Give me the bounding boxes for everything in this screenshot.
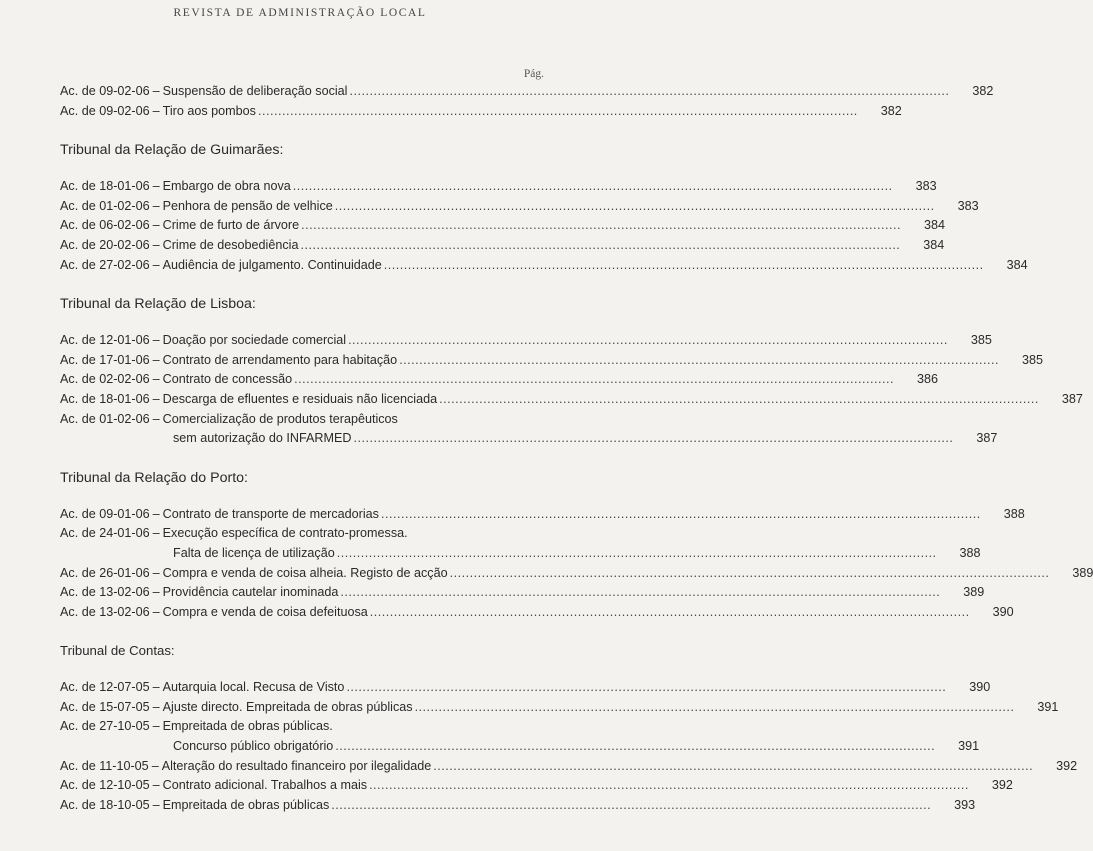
page-column-label: Pág. — [523, 68, 544, 80]
entry-dash: – — [152, 797, 160, 812]
section-spacer — [60, 121, 548, 140]
running-header: REVISTA DE ADMINISTRAÇÃO LOCAL — [173, 7, 427, 19]
entry-dash: – — [152, 237, 160, 252]
toc-entry-continuation — [60, 544, 981, 564]
entry-title: Descarga de efluentes e residuais não licenciada — [162, 391, 438, 406]
entry-dash: – — [152, 411, 160, 426]
entry-page-number: 391 — [958, 739, 980, 754]
toc-entry — [60, 331, 992, 351]
entry-page-number: 392 — [1056, 758, 1078, 773]
entry-dash: – — [152, 604, 160, 619]
toc-entry-continuation — [60, 737, 980, 757]
section-spacer — [60, 275, 548, 294]
entry-page-number: 390 — [992, 604, 1014, 619]
toc-entry-continuation — [60, 429, 998, 449]
entry-page-number: 392 — [991, 778, 1013, 793]
entry-page-number: 391 — [1037, 699, 1059, 714]
entry-page-number: 388 — [959, 545, 981, 560]
entry-title: Ajuste directo. Empreitada de obras públicas — [162, 699, 413, 714]
entry-page-number: 383 — [915, 179, 937, 194]
toc-entry — [60, 717, 980, 756]
toc-entry-first-line — [60, 524, 548, 544]
dot-leader — [351, 429, 955, 449]
entry-dash: – — [152, 84, 160, 98]
entry-dash: – — [152, 391, 160, 406]
dot-leader — [347, 82, 951, 102]
court-sections — [60, 121, 1093, 815]
entry-page-number: 382 — [972, 84, 994, 98]
entry-reference: Ac. de 26-01-06 — [60, 565, 150, 580]
entry-reference: Ac. de 20-02-06 — [60, 237, 150, 252]
dot-leader — [335, 544, 939, 564]
toc-entry — [60, 678, 991, 698]
entry-reference: Ac. de 13-02-06 — [60, 585, 150, 600]
entry-title: Audiência de julgamento. Continuidade — [162, 257, 382, 272]
entry-dash: – — [152, 198, 160, 213]
entry-title: Compra e venda de coisa alheia. Registo de acção — [162, 565, 448, 580]
table-of-contents — [60, 66, 1093, 815]
toc-entry — [60, 505, 1025, 525]
entry-dash: – — [152, 680, 160, 695]
entry-page-number: 383 — [957, 198, 979, 213]
entry-reference: Ac. de 27-02-06 — [60, 257, 150, 272]
toc-entry — [60, 698, 1059, 718]
entry-title: Doação por sociedade comercial — [162, 333, 347, 348]
dot-leader — [437, 390, 1041, 410]
entry-page-number: 387 — [1061, 391, 1083, 406]
entry-title: Empreitada de obras públicas. — [162, 719, 333, 734]
dot-leader — [368, 603, 972, 623]
entry-title: Contrato de transporte de mercadorias — [162, 506, 379, 521]
entry-title: Execução específica de contrato-promessa. — [162, 526, 408, 541]
court-heading: Tribunal da Relação do Porto: — [60, 469, 248, 486]
entry-reference: Ac. de 15-07-05 — [60, 699, 150, 714]
entry-title: Crime de furto de árvore — [162, 218, 300, 233]
intro-entries — [60, 82, 994, 121]
dot-leader — [413, 698, 1017, 718]
entry-page-number: 389 — [963, 585, 985, 600]
entry-title: Penhora de pensão de velhice — [162, 198, 333, 213]
dot-leader — [292, 370, 896, 390]
section-spacer — [60, 622, 548, 641]
toc-entry — [60, 351, 1044, 371]
entry-page-number: 393 — [954, 797, 976, 812]
toc-entry — [60, 564, 1093, 584]
entry-dash: – — [152, 506, 160, 521]
entry-title-continuation: Concurso público obrigatório — [173, 739, 334, 754]
entry-title: Alteração do resultado financeiro por ilegalidade — [161, 758, 432, 773]
dot-leader — [329, 796, 933, 816]
entry-dash: – — [152, 778, 160, 793]
entry-reference: Ac. de 01-02-06 — [60, 198, 150, 213]
entry-title-continuation: sem autorização do INFARMED — [173, 431, 352, 446]
dot-leader — [379, 505, 983, 525]
dot-leader — [333, 737, 937, 757]
entry-title: Suspensão de deliberação social — [162, 84, 348, 98]
entry-dash: – — [152, 585, 160, 600]
dot-leader — [346, 331, 950, 351]
entry-title: Tiro aos pombos — [162, 103, 256, 118]
dot-leader — [382, 256, 986, 276]
entry-page-number: 385 — [1022, 352, 1044, 367]
entry-reference: Ac. de 09-01-06 — [60, 506, 150, 521]
toc-entry — [60, 236, 945, 256]
entry-reference: Ac. de 12-01-06 — [60, 333, 150, 348]
toc-entry — [60, 796, 976, 816]
dot-leader — [299, 216, 903, 236]
toc-entry-first-line — [60, 410, 548, 430]
entry-page-number: 390 — [969, 680, 991, 695]
entry-dash: – — [152, 352, 160, 367]
toc-entry — [60, 390, 1083, 410]
dot-leader — [448, 564, 1052, 584]
section-spacer — [60, 661, 548, 678]
entry-reference: Ac. de 02-02-06 — [60, 372, 150, 387]
toc-entry — [60, 370, 939, 390]
entry-reference: Ac. de 12-10-05 — [60, 778, 150, 793]
dot-leader — [344, 678, 948, 698]
entry-title: Comercialização de produtos terapêuticos — [162, 411, 398, 426]
entry-title: Contrato adicional. Trabalhos a mais — [162, 778, 368, 793]
entry-reference: Ac. de 18-01-06 — [60, 179, 150, 194]
entry-title: Contrato de arrendamento para habitação — [162, 352, 398, 367]
entry-reference: Ac. de 24-01-06 — [60, 526, 150, 541]
entry-reference: Ac. de 27-10-05 — [60, 719, 150, 734]
entry-dash: – — [152, 218, 160, 233]
entry-reference: Ac. de 09-02-06 — [60, 103, 150, 118]
toc-entry — [60, 603, 1014, 623]
toc-entry — [60, 102, 902, 122]
dot-leader — [431, 757, 1035, 777]
entry-title: Embargo de obra nova — [162, 179, 291, 194]
entry-page-number: 386 — [917, 372, 939, 387]
toc-entry — [60, 524, 981, 563]
entry-dash: – — [152, 699, 160, 714]
court-heading: Tribunal da Relação de Lisboa: — [60, 296, 256, 313]
entry-page-number: 384 — [1006, 257, 1028, 272]
toc-entry — [60, 757, 1078, 777]
entry-reference: Ac. de 12-07-05 — [60, 680, 150, 695]
entry-title: Providência cautelar inominada — [162, 585, 339, 600]
entry-reference: Ac. de 17-01-06 — [60, 352, 150, 367]
dot-leader — [333, 197, 937, 217]
court-heading: Tribunal de Contas: — [60, 643, 175, 659]
toc-entry — [60, 776, 1013, 796]
toc-entry — [60, 197, 979, 217]
entry-dash: – — [152, 257, 160, 272]
toc-entry — [60, 82, 994, 102]
entry-reference: Ac. de 11-10-05 — [60, 758, 149, 773]
dot-leader — [298, 236, 902, 256]
entry-dash: – — [151, 758, 159, 773]
dot-leader — [338, 583, 942, 603]
entry-page-number: 388 — [1003, 506, 1025, 521]
entry-page-number: 385 — [970, 333, 992, 348]
toc-entry-first-line — [60, 717, 548, 737]
entry-reference: Ac. de 18-01-06 — [60, 391, 150, 406]
entry-title: Crime de desobediência — [162, 237, 299, 252]
section-spacer — [60, 488, 548, 505]
entry-reference: Ac. de 09-02-06 — [60, 84, 150, 98]
entry-page-number: 384 — [923, 237, 945, 252]
entry-reference: Ac. de 06-02-06 — [60, 218, 150, 233]
entry-reference: Ac. de 01-02-06 — [60, 411, 150, 426]
section-spacer — [60, 449, 548, 468]
entry-dash: – — [152, 333, 160, 348]
toc-entry — [60, 177, 937, 197]
entry-dash: – — [152, 526, 160, 541]
entry-title: Compra e venda de coisa defeituosa — [162, 604, 368, 619]
entry-reference: Ac. de 13-02-06 — [60, 604, 150, 619]
toc-entry — [60, 256, 1028, 276]
section-spacer — [60, 314, 548, 331]
toc-entry — [60, 216, 945, 236]
entry-dash: – — [152, 719, 160, 734]
toc-entry — [60, 410, 998, 449]
section-spacer — [60, 160, 548, 177]
entry-page-number: 387 — [976, 431, 998, 446]
entry-title-continuation: Falta de licença de utilização — [173, 545, 335, 560]
dot-leader — [256, 102, 860, 122]
entry-title: Autarquia local. Recusa de Visto — [162, 680, 345, 695]
toc-entry — [60, 583, 985, 603]
entry-dash: – — [152, 103, 160, 118]
entry-page-number: 382 — [880, 103, 902, 118]
dot-leader — [397, 351, 1001, 371]
entry-title: Empreitada de obras públicas — [162, 797, 330, 812]
entry-reference: Ac. de 18-10-05 — [60, 797, 150, 812]
entry-page-number: 389 — [1072, 565, 1093, 580]
entry-dash: – — [152, 565, 160, 580]
entry-page-number: 384 — [923, 218, 945, 233]
dot-leader — [291, 177, 895, 197]
entry-dash: – — [152, 179, 160, 194]
court-heading: Tribunal da Relação de Guimarães: — [60, 142, 284, 159]
entry-dash: – — [152, 372, 160, 387]
dot-leader — [367, 776, 971, 796]
entry-title: Contrato de concessão — [162, 372, 293, 387]
